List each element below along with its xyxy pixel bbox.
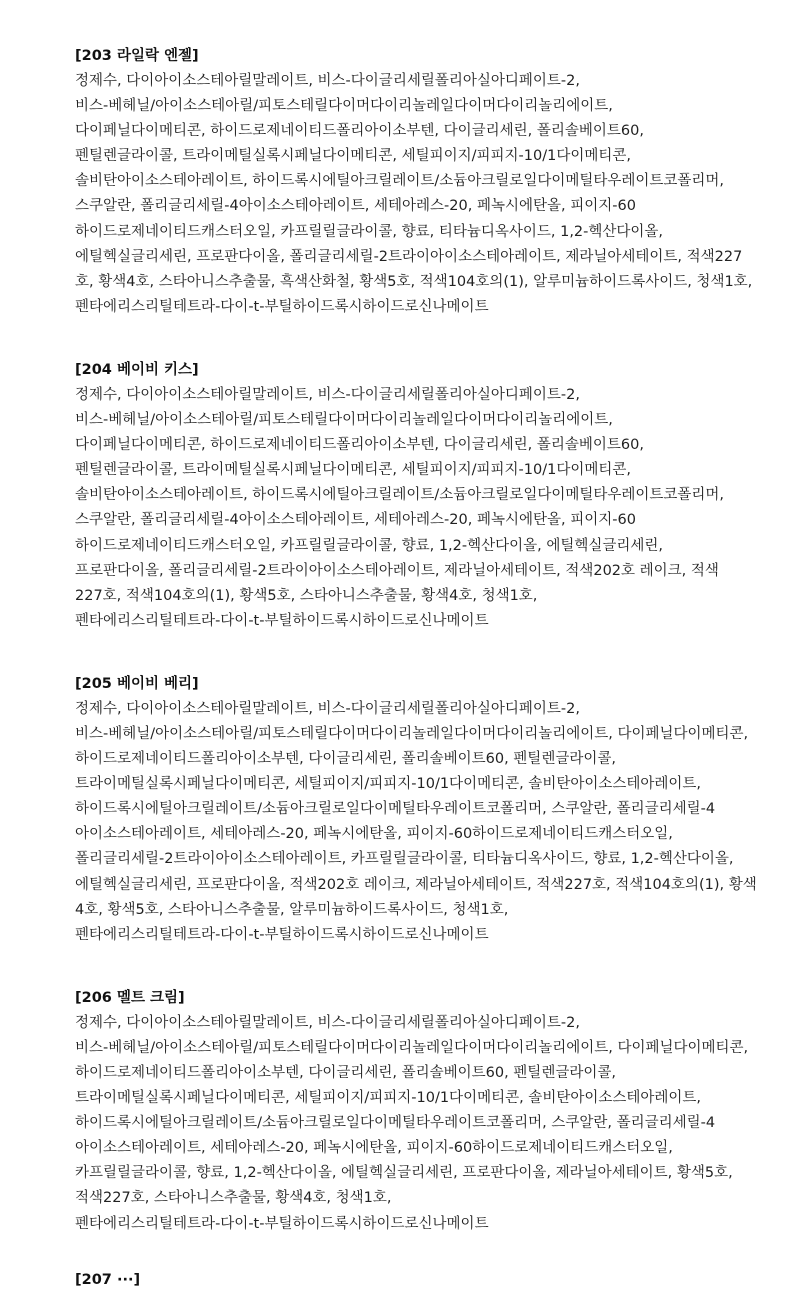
ingredient-line: 4호, 황색5호, 스타아니스추출물, 알루미늄하이드록사이드, 청색1호,	[75, 901, 509, 918]
ingredient-line: 프로판다이올, 폴리글리세릴-2트라이아이소스테아레이트, 제라닐아세테이트, 적색202호 레이크, 적색	[75, 562, 719, 579]
ingredient-line: 다이페닐다이메티콘, 하이드로제네이티드폴리아이소부텐, 다이글리세린, 폴리솔베이트60,	[75, 123, 644, 140]
ingredient-line: 다이페닐다이메티콘, 하이드로제네이티드폴리아이소부텐, 다이글리세린, 폴리솔베이트60,	[75, 437, 644, 454]
next-section-title-cut-off: [207 ···]	[75, 1272, 141, 1288]
section-title: [203 라일락 엔젤]	[75, 48, 199, 64]
ingredient-line: 솔비탄아이소스테아레이트, 하이드록시에틸아크릴레이트/소듐아크릴로일다이메틸타우레이트코폴리머,	[75, 487, 725, 504]
ingredient-line: 정제수, 다이아이소스테아릴말레이트, 비스-다이글리세릴폴리아실아디페이트-2,	[75, 73, 580, 89]
ingredient-list	[75, 383, 765, 634]
product-section-205	[75, 672, 765, 948]
ingredient-line: 비스-베헤닐/아이소스테아릴/피토스테릴다이머다이리놀레일다이머다이리놀리에이트,	[75, 412, 613, 429]
ingredient-line: 하이드록시에틸아크릴레이트/소듐아크릴로일다이메틸타우레이트코폴리머, 스쿠알란, 폴리글리세릴-4	[75, 1115, 716, 1132]
ingredient-line: 정제수, 다이아이소스테아릴말레이트, 비스-다이글리세릴폴리아실아디페이트-2,	[75, 1014, 580, 1031]
ingredient-line: 하이드로제네이티드폴리아이소부텐, 다이글리세린, 폴리솔베이트60, 펜틸렌글라이콜,	[75, 751, 616, 768]
ingredient-line: 트라이메틸실록시페닐다이메티콘, 세틸피이지/피피지-10/1다이메티콘, 솔비탄아이소스테아레이트,	[75, 776, 702, 793]
ingredient-line: 비스-베헤닐/아이소스테아릴/피토스테릴다이머다이리놀레일다이머다이리놀리에이트, 다이페닐다이메티콘,	[75, 725, 749, 742]
ingredient-line: 펜틸렌글라이콜, 트라이메틸실록시페닐다이메티콘, 세틸피이지/피피지-10/1다이메티콘,	[75, 462, 631, 479]
ingredient-line: 하이드로제네이티드캐스터오일, 카프릴릴글라이콜, 향료, 1,2-헥산다이올, 에틸헥실글리세린,	[75, 537, 664, 554]
ingredient-line: 호, 황색4호, 스타아니스추출물, 흑색산화철, 황색5호, 적색104호의(1), 알루미늄하이드록사이드, 청색1호,	[75, 273, 753, 290]
ingredient-line: 트라이메틸실록시페닐다이메티콘, 세틸피이지/피피지-10/1다이메티콘, 솔비탄아이소스테아레이트,	[75, 1090, 702, 1107]
ingredient-line: 하이드로제네이티드폴리아이소부텐, 다이글리세린, 폴리솔베이트60, 펜틸렌글라이콜,	[75, 1065, 616, 1081]
ingredient-line: 스쿠알란, 폴리글리세릴-4아이소스테아레이트, 세테아레스-20, 페녹시에탄올, 피이지-60	[75, 198, 636, 215]
ingredient-line: 비스-베헤닐/아이소스테아릴/피토스테릴다이머다이리놀레일다이머다이리놀리에이트,	[75, 98, 613, 115]
ingredient-line: 하이드록시에틸아크릴레이트/소듐아크릴로일다이메틸타우레이트코폴리머, 스쿠알란, 폴리글리세릴-4	[75, 801, 716, 818]
ingredient-line: 적색227호, 스타아니스추출물, 황색4호, 청색1호,	[75, 1190, 392, 1207]
ingredient-line: 비스-베헤닐/아이소스테아릴/피토스테릴다이머다이리놀레일다이머다이리놀리에이트, 다이페닐다이메티콘,	[75, 1039, 749, 1056]
ingredient-line: 정제수, 다이아이소스테아릴말레이트, 비스-다이글리세릴폴리아실아디페이트-2,	[75, 700, 580, 717]
section-title: [204 베이비 키스]	[75, 361, 199, 378]
ingredient-line: 아이소스테아레이트, 세테아레스-20, 페녹시에탄올, 피이지-60하이드로제네이티드캐스터오일,	[75, 1140, 673, 1157]
ingredient-line: 펜타에리스리틸테트라-다이-t-부틸하이드록시하이드로신나메이트	[75, 612, 489, 629]
ingredient-line: 에틸헥실글리세린, 프로판다이올, 적색202호 레이크, 제라닐아세테이트, 적색227호, 적색104호의(1), 황색	[75, 876, 757, 893]
ingredient-line: 펜타에리스리틸테트라-다이-t-부틸하이드록시하이드로신나메이트	[75, 298, 489, 315]
ingredient-line: 아이소스테아레이트, 세테아레스-20, 페녹시에탄올, 피이지-60하이드로제네이티드캐스터오일,	[75, 826, 673, 843]
section-title: [205 베이비 베리]	[75, 675, 199, 692]
ingredient-list	[75, 69, 765, 320]
ingredient-line: 227호, 적색104호의(1), 황색5호, 스타아니스추출물, 황색4호, 청색1호,	[75, 587, 538, 604]
ingredient-line: 솔비탄아이소스테아레이트, 하이드록시에틸아크릴레이트/소듐아크릴로일다이메틸타우레이트코폴리머,	[75, 173, 725, 190]
ingredient-line: 정제수, 다이아이소스테아릴말레이트, 비스-다이글리세릴폴리아실아디페이트-2,	[75, 386, 580, 403]
ingredient-list	[75, 1011, 765, 1237]
ingredient-line: 폴리글리세릴-2트라이아이소스테아레이트, 카프릴릴글라이콜, 티타늄디옥사이드, 향료, 1,2-헥산다이올,	[75, 851, 734, 868]
product-section-204	[75, 358, 765, 634]
ingredient-list	[75, 697, 765, 948]
ingredient-line: 에틸헥실글리세린, 프로판다이올, 폴리글리세릴-2트라이아이소스테아레이트, 제라닐아세테이트, 적색227	[75, 248, 743, 265]
ingredient-line: 펜틸렌글라이콜, 트라이메틸실록시페닐다이메티콘, 세틸피이지/피피지-10/1다이메티콘,	[75, 148, 631, 165]
ingredient-line: 펜타에리스리틸테트라-다이-t-부틸하이드록시하이드로신나메이트	[75, 926, 489, 943]
ingredient-document	[75, 44, 765, 1275]
ingredient-line: 펜타에리스리틸테트라-다이-t-부틸하이드록시하이드로신나메이트	[75, 1215, 489, 1232]
section-title: [206 멜트 크림]	[75, 989, 185, 1006]
ingredient-line: 카프릴릴글라이콜, 향료, 1,2-헥산다이올, 에틸헥실글리세린, 프로판다이올, 제라닐아세테이트, 황색5호,	[75, 1165, 733, 1182]
ingredient-line: 스쿠알란, 폴리글리세릴-4아이소스테아레이트, 세테아레스-20, 페녹시에탄올, 피이지-60	[75, 512, 636, 529]
ingredient-line: 하이드로제네이티드캐스터오일, 카프릴릴글라이콜, 향료, 티타늄디옥사이드, 1,2-헥산다이올,	[75, 223, 664, 240]
product-section-203	[75, 44, 765, 320]
product-section-206	[75, 986, 765, 1237]
